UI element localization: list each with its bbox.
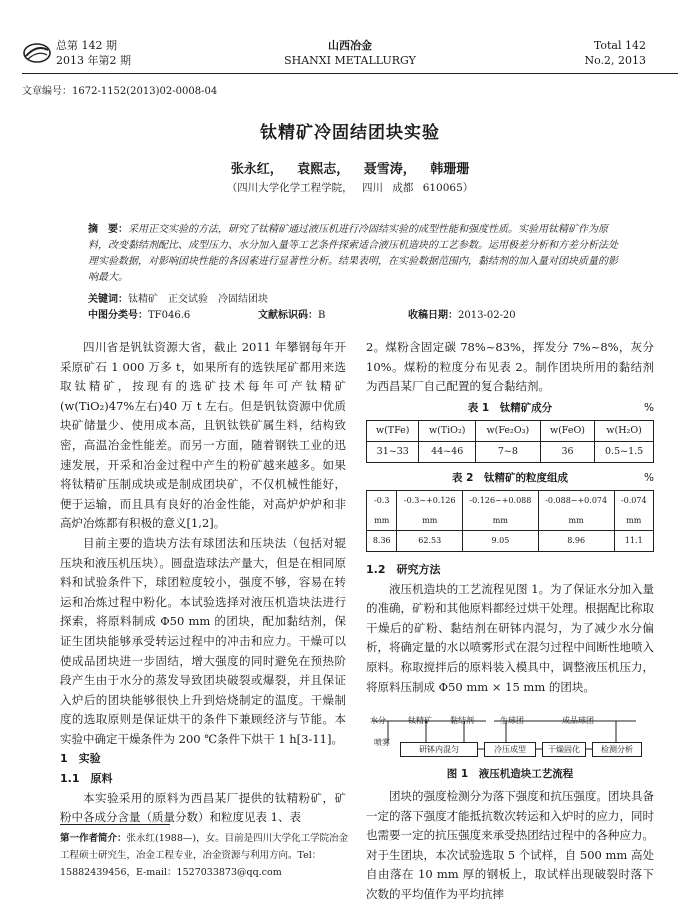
year-issue-en: No.2, 2013 [584,54,646,67]
received-date-label: 收稿日期： [408,310,458,321]
table-cell: w(FeO) [540,421,594,442]
method-paragraph: 液压机造块的工艺流程见图 1。为了保证水分加入量的准确，矿粉和其他原料都经过烘干处理。根据配比称取干燥后的矿粉、黏结剂在研钵内混匀，为了减少水分偏析，将确定量的水以喷雾形式在混匀过程中间断性地喷入原料。称取搅拌后的原料装入模具中，调整液压机压力，将原料压制成 Φ50 mm × 15 mm 的团块。 [366,581,654,694]
strength-paragraph: 团块的强度检测分为落下强度和抗压强度。团块具备一定的落下强度才能抵抗数次转运和入炉时的应力，同时也需要一定的抗压强度来承受热团结过程中的各种应力。对于生团块，本次试验选取 5 个试样，自 500 mm 高处自由落在 10 mm 厚的钢板上，取试样出现破裂时落下次数的平均值作为平均抗摔 [366,789,654,902]
flow-label-product: 成品球团 [562,716,594,726]
abstract [88,222,620,286]
flow-box-press: 冷压成型 [484,742,536,757]
intro-paragraph-1: 四川省是钒钛资源大省，截止 2011 年攀钢每年开采原矿石 1 000 万多 t，如果所有的选铁尾矿都用来选取钛精矿，按现有的选矿技术每年可产钛精矿(w(TiO₂)47%左右)40 万 t 左右。但是钒钛资源中优质块矿储量少、使用成本高，且钒钛铁矿属生料，结构致密，高温冶金性能差。而另一方面，随着钢铁工业的迅速发展，开采和冶金过程中产生的粉矿越来越多。如果将钛精矿压制成块或是制成团块矿，不仅机械性能好，便于运输，而且具有良好的冶金性能，对高炉炉炉和非高炉冶炼都有积极的意义[1,2]。 [60,340,346,531]
materials-paragraph-cont: 2。煤粉含固定碳 78%~83%，挥发分 7%~8%，灰分 10%。煤粉的粒度分布见表 2。制作团块所用的黏结剂为西昌某厂自己配置的复合黏结剂。 [366,340,654,394]
table-cell: 9.05 [463,531,539,552]
table-cell: 31~33 [367,441,419,462]
journal-title [260,38,440,68]
clc-value: TF046.6 [148,310,191,321]
flow-box-dry: 干燥固化 [542,742,586,757]
table-2-caption [366,469,654,489]
issue-info-right [584,38,646,68]
section-1-1-heading: 1.1 原料 [60,772,113,786]
materials-paragraph: 本实验采用的原料为西昌某厂提供的钛精粉矿，矿粉中各成分含量（质量分数）和粒度见表 1、表 [60,790,346,825]
table-1-title: 表 1 钛精矿成分 [467,401,553,414]
year-issue-cn: 2013 年第2 期 [56,54,131,67]
footnote-rule [60,824,170,825]
article-number: 文章编号：1672-1152(2013)02-0008-04 [22,86,218,97]
left-column [60,338,346,828]
table-cell: w(TFe) [367,421,419,442]
keywords-text: 钛精矿 正交试验 冷固结团块 [128,294,268,305]
keywords-label: 关键词： [88,294,128,305]
footnote-text: 张永红(1988—)，女。目前是四川大学化工学院冶金工程硕士研究生，冶金工程专业，冶金资源与利用方向。Tel：15882439456，E-mail：1527033873@qq.com [60,833,349,878]
table-cell: -0.3 mm [367,491,397,531]
keywords [88,290,268,305]
table-cell: w(H₂O) [595,421,654,442]
flow-label-green: 生球团 [500,716,524,726]
section-1-2-heading: 1.2 研究方法 [366,562,441,576]
table-1-grid [366,420,654,462]
intro-paragraph-2: 目前主要的造块方法有球团法和压块法（包括对辊压块和液压机压块）。圆盘造球法产量大，但是在相同原料和试验条件下，球团粒度较小，强度不够，容易在转运和冶炼过程中粉化。本试验选择对液压机造块法进行探索，将原料制成 Φ50 mm 的团块，配加黏结剂，保证生团块能够承受转运过程中的冲击和应力。干燥可以使成品团块进一步固结，增大强度的同时避免在预热阶段产生由于水分的蒸发导致团块破裂或爆裂，并且保证入炉后的团块能够很快上升到焙烧制定的温度。干燥制度的选取原则是保证烘干的条件下兼顾经济与节能。本实验中确定干燥条件为 200 ℃条件下烘干 1 h[3-11]。 [60,535,346,746]
flow-box-test: 检测分析 [592,742,642,757]
table-cell: w(Fe₂O₃) [475,421,540,442]
table-1-caption [366,399,654,419]
abstract-label: 摘 要： [88,224,128,235]
section-1-heading: 1 实验 [60,752,101,766]
journal-logo-icon [22,40,52,66]
doc-code-value: B [318,310,326,321]
footnote-label: 第一作者简介： [60,833,127,844]
flow-box-mix: 研钵内混匀 [400,742,478,757]
affiliation: （四川大学化学工程学院， 四川 成都 610065） [226,182,474,194]
received-date [408,306,516,321]
issue-info-left [56,38,131,68]
table-cell: 62.53 [397,531,463,552]
table-cell: -0.3~+0.126 mm [397,491,463,531]
flow-label-binder: 黏结剂 [450,716,474,726]
doc-code-label: 文献标识码： [258,310,318,321]
abstract-text: 采用正交实验的方法，研究了钛精矿通过液压机进行冷固结实验的成型性能和强度性质。实验用钛精矿作为原料，改变黏结剂配比、成型压力、水分加入量等工艺条件探索适合液压机造块的工艺参数。运用极差分析和方差分析法处理实验数据，对影响团块性能的各因素进行显著性分析。结果表明，在实验数据范围内，黏结剂的加入量对团块质量的影响最大。 [88,224,618,283]
table-2-title: 表 2 钛精矿的粒度组成 [452,471,568,484]
table-cell: -0.126~+0.088 mm [463,491,539,531]
authors: 张永红， 袁熙志， 聂雪涛， 韩珊珊 [230,162,470,177]
table-2-unit: % [644,471,654,484]
figure-1-flowchart [366,711,654,781]
table-cell: -0.088~+0.074 mm [538,491,614,531]
flow-label-water: 水分 [370,716,386,726]
header-rule [22,73,678,74]
doc-code [258,306,325,321]
flow-label-spray: 喷雾 [374,738,390,748]
figure-1-caption: 图 1 液压机造块工艺流程 [446,768,574,781]
journal-title-cn: 山西冶金 [328,39,372,52]
table-2-grid [366,490,654,552]
flow-label-ore: 钛精矿 [408,716,432,726]
table-cell: 0.5~1.5 [595,441,654,462]
table-cell: 7~8 [475,441,540,462]
table-cell: w(TiO₂) [419,421,475,442]
table-1-unit: % [644,401,654,414]
journal-title-en: SHANXI METALLURGY [284,54,416,67]
table-cell: 8.96 [538,531,614,552]
table-cell: -0.074 mm [614,491,653,531]
table-1 [366,399,654,463]
author-footnote [60,830,350,881]
table-cell: 36 [540,441,594,462]
received-date-value: 2013-02-20 [458,310,516,321]
clc-number [88,306,190,321]
table-cell: 44~46 [419,441,475,462]
table-2 [366,469,654,552]
paper-title: 钛精矿冷固结团块实验 [260,123,440,143]
table-cell: 8.36 [367,531,397,552]
clc-label: 中图分类号： [88,310,148,321]
table-cell: 11.1 [614,531,653,552]
total-issue-cn: 总第 142 期 [56,39,117,52]
total-issue-en: Total 142 [593,39,646,52]
right-column [366,338,654,905]
